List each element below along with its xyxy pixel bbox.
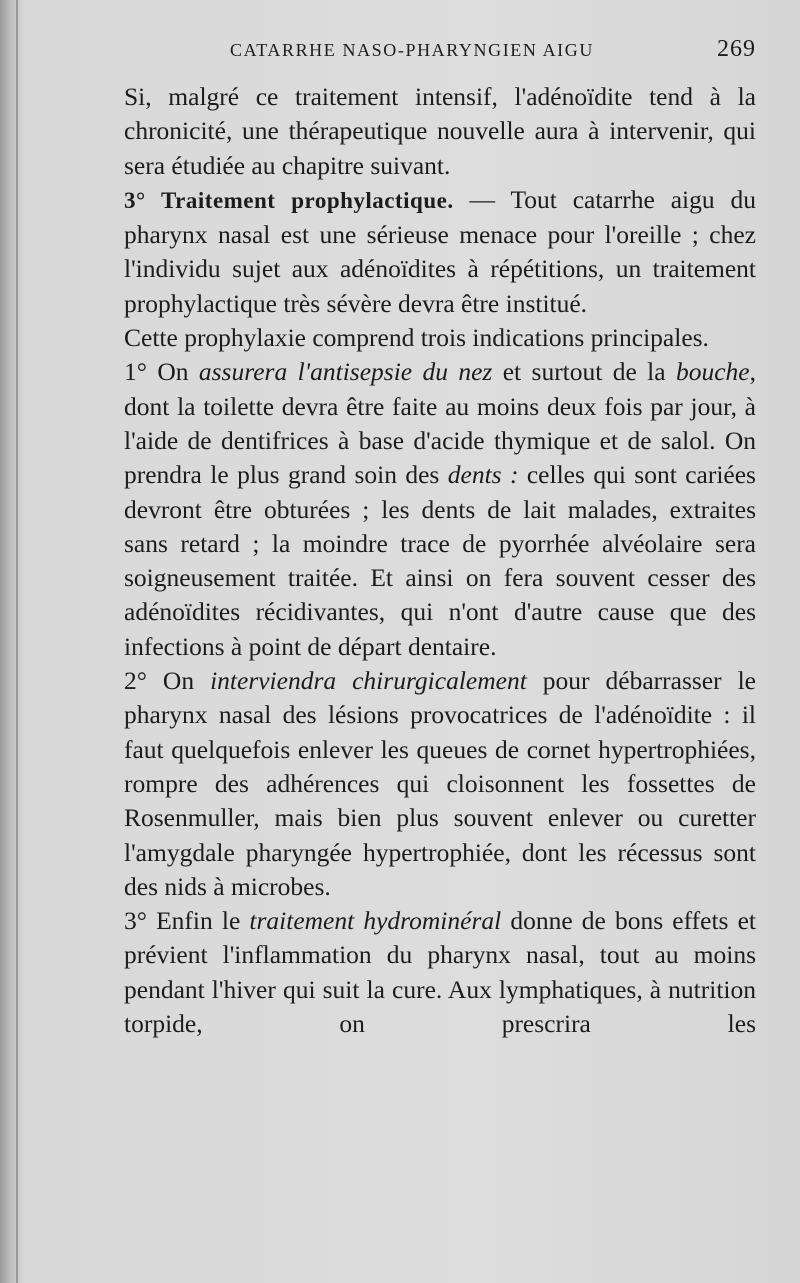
paragraph-4: [102, 355, 756, 664]
paragraph-1-text: Si, malgré ce traitement intensif, l'adénoïdite tend à la chronicité, une thérapeutique nouvelle aura à intervenir, qui sera étudiée au chapitre suivant.: [124, 82, 756, 180]
paragraph-2: [102, 183, 756, 321]
paragraph-2-text: — Tout catarrhe aigu du pharynx nasal est une sérieuse menace pour l'oreille ; chez l'individu sujet aux adénoïdites à répétitions, un traitement prophylactique très sévère devra être institué.: [124, 184, 756, 318]
p5-text-a: 2° On: [124, 666, 211, 696]
section-heading: 3° Traitement prophylactique.: [124, 187, 454, 213]
p4-text-b: et surtout de la: [492, 357, 676, 387]
p4-text-a: 1° On: [124, 357, 199, 387]
p5-italic-a: interviendra chirurgicalement: [210, 666, 527, 696]
page-number: 269: [717, 36, 756, 62]
running-head: CATARRHE NASO-PHARYNGIEN AIGU: [230, 40, 594, 60]
p6-text-b: donne de bons effets et prévient l'inflammation du pharynx nasal, tout au moins pendant l'hiver qui suit la cure. Aux lymphatiques, à nutrition torpide, on prescrira les: [124, 906, 756, 1039]
paragraph-6: [102, 904, 756, 1041]
p6-text-a: 3° Enfin le: [124, 906, 250, 936]
p6-italic-a: traitement hydrominéral: [249, 906, 502, 936]
p4-italic-b: bouche: [675, 357, 750, 387]
paragraph-3-text: Cette prophylaxie comprend trois indications principales.: [124, 323, 709, 353]
p4-italic-a: assurera l'antisepsie du nez: [198, 357, 493, 387]
p5-text-b: pour débarrasser le pharynx nasal des lésions provocatrices de l'adénoïdite : il faut quelquefois enlever les queues de cornet hypertrophiées, rompre des adhérences qui cloisonnent les fossettes de Rosenmuller, mais bien plus souvent enlever ou curetter l'amygdale pharyngée hypertrophiée, dont les récessus sont des nids à microbes.: [124, 666, 756, 901]
body-text: [102, 80, 756, 1041]
paragraph-1: [102, 80, 756, 183]
paragraph-3: [102, 321, 756, 355]
p4-text-d: celles qui sont cariées devront être obturées ; les dents de lait malades, extraites sans retard ; la moindre trace de pyorrhée alvéolaire sera soigneusement traitée. Et ainsi on fera souvent cesser des adénoïdites récidivantes, qui n'ont d'autre cause que des infections à point de départ dentaire.: [124, 460, 756, 661]
paragraph-5: [102, 664, 756, 904]
page-header: [102, 36, 756, 70]
p4-text-c: , dont la toilette devra être faite au moins deux fois par jour, à l'aide de dentifrices à base d'acide thymique et de salol. On prendra le plus grand soin des: [124, 357, 756, 490]
p4-italic-c: dents :: [447, 460, 519, 490]
